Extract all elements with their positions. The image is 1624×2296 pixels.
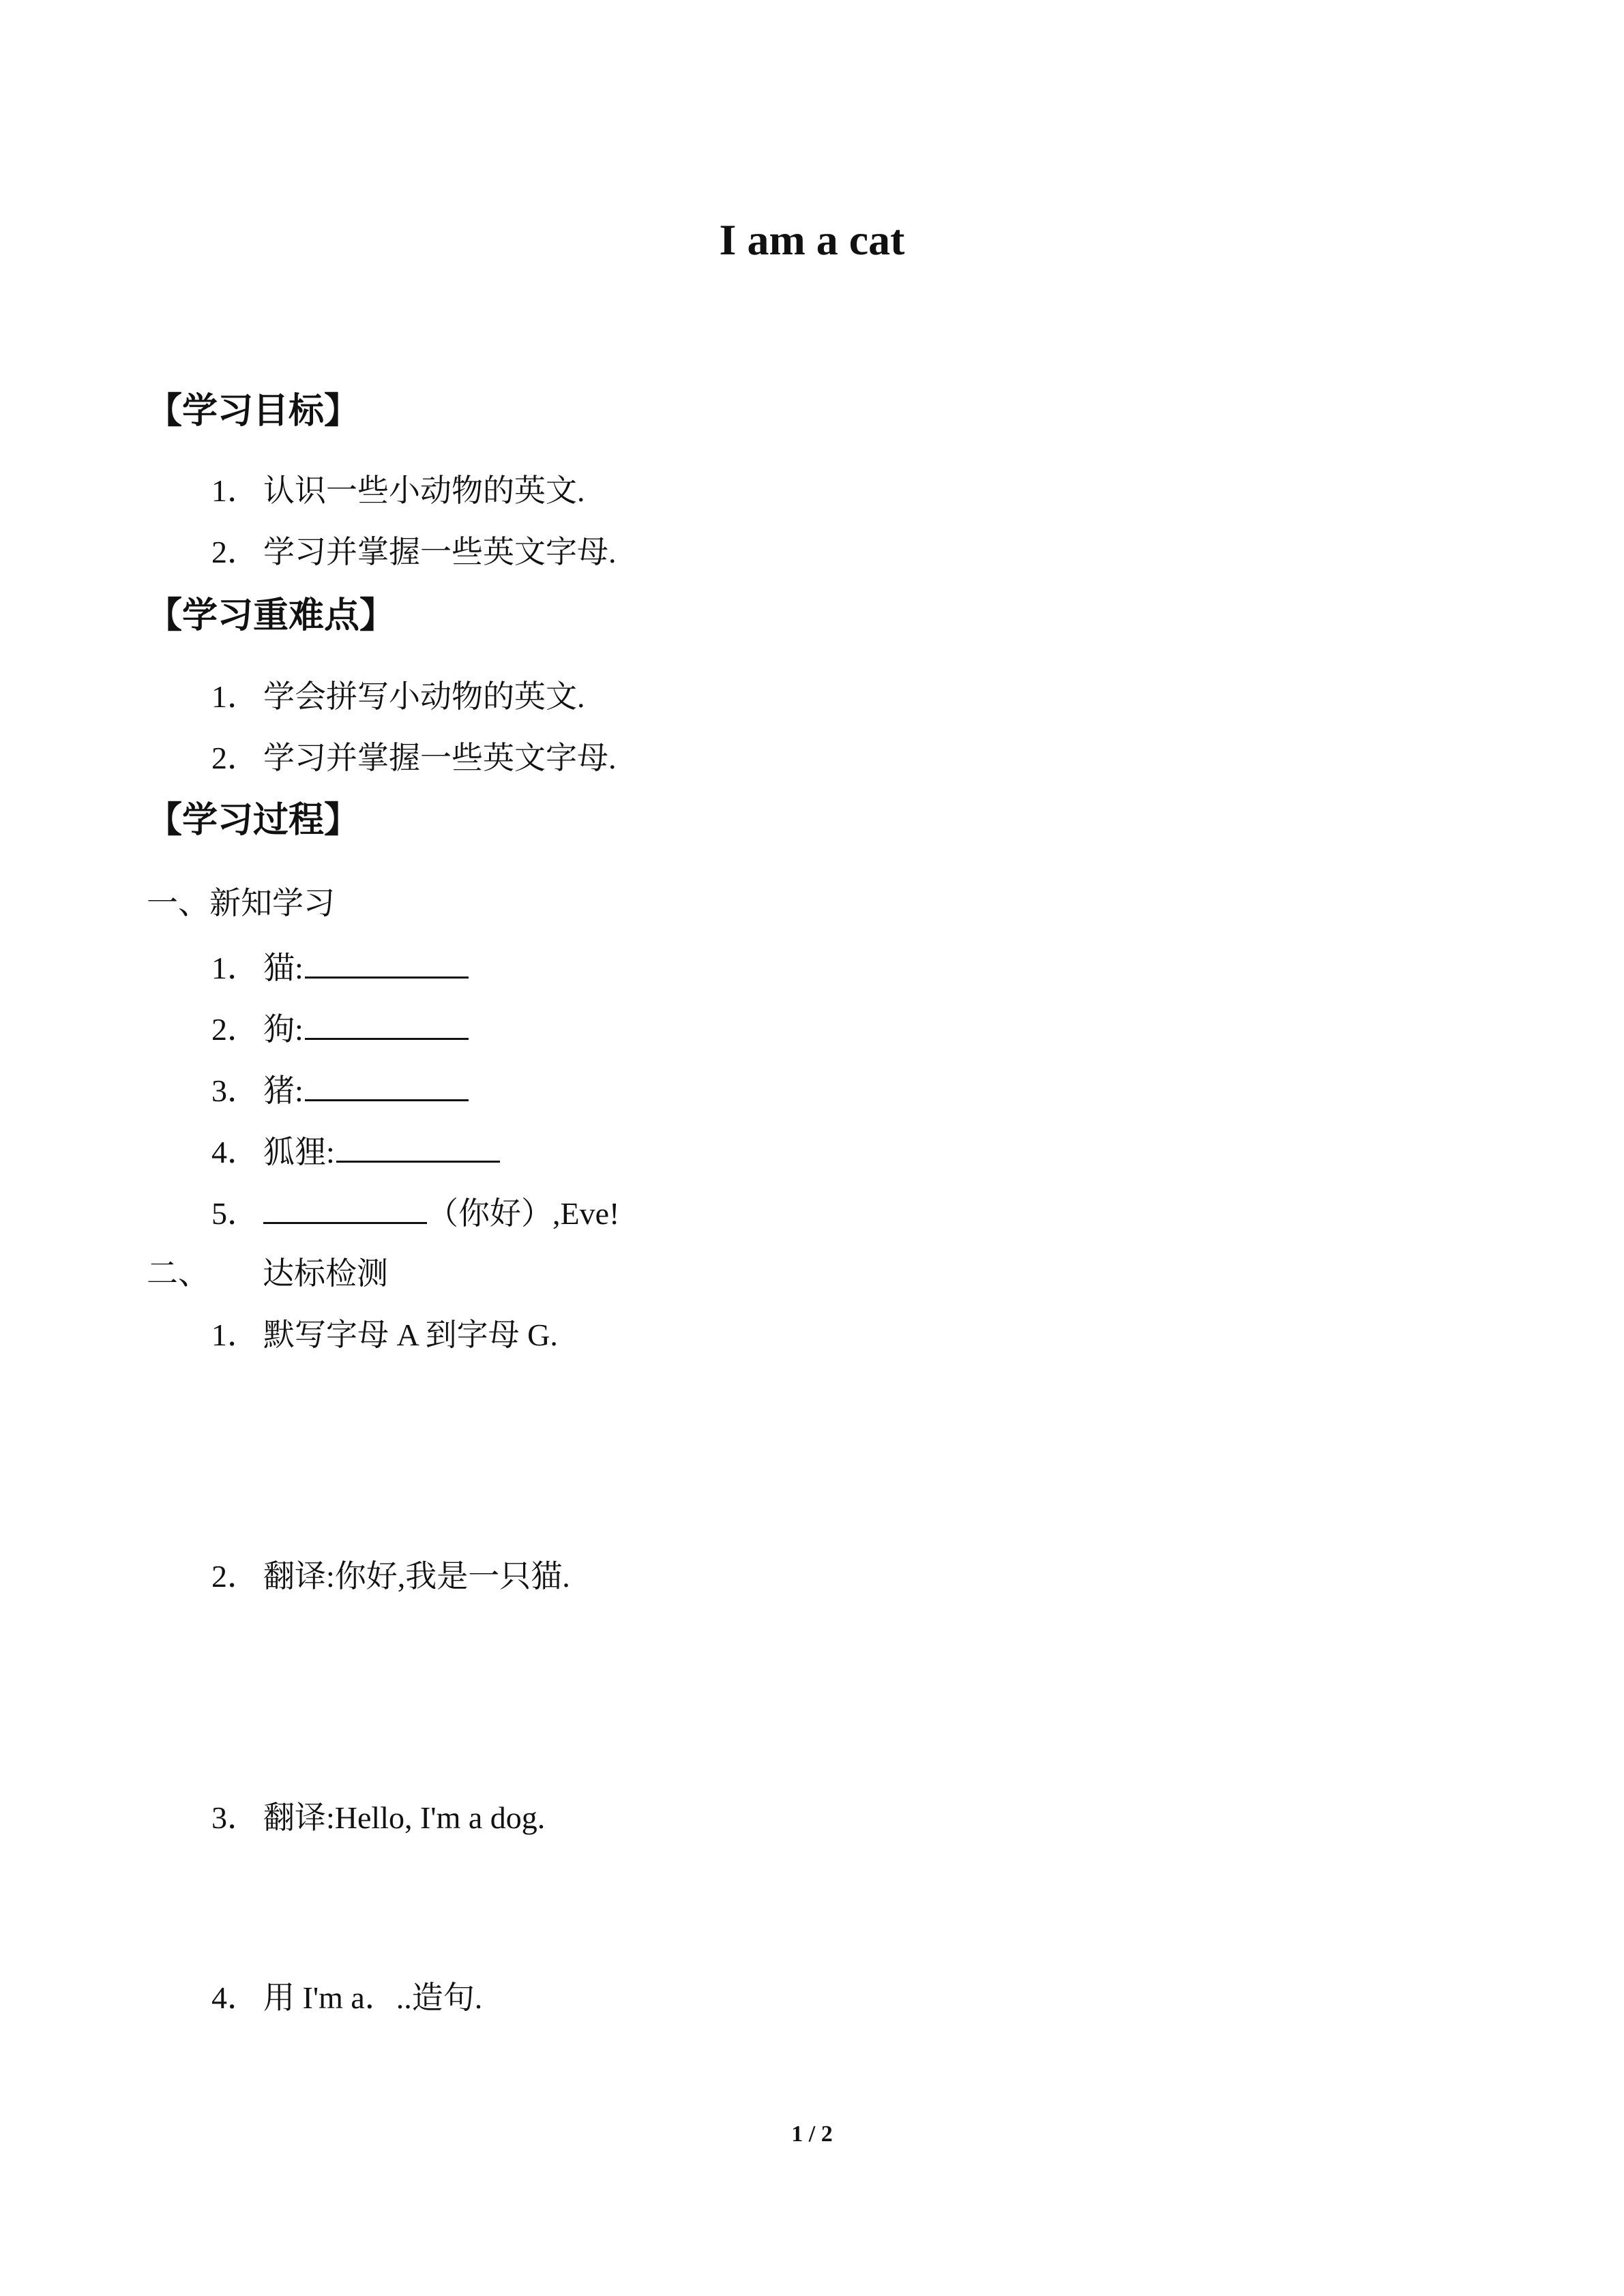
item-text: 学会拼写小动物的英文. (263, 679, 585, 714)
process-heading: 【学习过程】 (147, 800, 360, 841)
item-text: 学习并掌握一些英文字母. (263, 741, 617, 775)
vocab-item (211, 1009, 469, 1050)
item-text: 翻译:你好,我是一只猫. (263, 1559, 570, 1594)
objectives-heading: 【学习目标】 (147, 391, 360, 432)
key-points-heading: 【学习重难点】 (147, 595, 396, 636)
item-text: （你好）,Eve! (427, 1196, 620, 1231)
item-number: 1． (211, 473, 259, 508)
answer-blank[interactable] (336, 1133, 500, 1163)
item-number: 2． (211, 535, 259, 569)
item-number: 3． (211, 1800, 259, 1835)
objective-item (211, 471, 585, 511)
item-text: 认识一些小动物的英文. (263, 473, 585, 508)
vocab-item (211, 1193, 619, 1234)
exercise-item (211, 1978, 482, 2018)
key-point-item (211, 738, 617, 779)
key-point-item (211, 676, 585, 717)
item-text: 狗: (263, 1012, 304, 1047)
vocab-item (211, 948, 469, 989)
objective-item (211, 532, 617, 573)
exercise-item (211, 1315, 558, 1356)
part2-number: 二、 (147, 1256, 209, 1291)
document-title: I am a cat (719, 215, 905, 264)
item-number: 2． (211, 1012, 259, 1047)
vocab-item (211, 1132, 500, 1173)
item-number: 2． (211, 741, 259, 775)
item-number: 4． (211, 1135, 259, 1169)
item-text: 狐狸: (263, 1135, 335, 1169)
answer-blank[interactable] (305, 949, 469, 979)
item-text: 默写字母 A 到字母 G. (263, 1317, 558, 1352)
item-number: 2． (211, 1559, 259, 1594)
item-text: 猪: (263, 1073, 304, 1108)
exercise-item (211, 1556, 570, 1597)
item-number: 1． (211, 679, 259, 714)
part1-label: 一、新知学习 (147, 886, 335, 921)
part2-title: 达标检测 (263, 1256, 388, 1291)
item-number: 4． (211, 1980, 259, 2015)
item-number: 1． (211, 951, 259, 985)
item-text: 用 I'm a．..造句. (263, 1980, 483, 2015)
part2-label (147, 1253, 388, 1294)
vocab-item (211, 1071, 469, 1112)
answer-blank[interactable] (263, 1195, 427, 1224)
answer-blank[interactable] (305, 1011, 469, 1040)
item-number: 3． (211, 1073, 259, 1108)
page-number: 1 / 2 (791, 2121, 833, 2147)
item-number: 1． (211, 1317, 259, 1352)
answer-blank[interactable] (305, 1072, 469, 1101)
item-text: 猫: (263, 951, 304, 985)
exercise-item (211, 1798, 545, 1838)
item-text: 翻译:Hello, I'm a dog. (263, 1800, 546, 1835)
item-text: 学习并掌握一些英文字母. (263, 535, 617, 569)
item-number: 5． (211, 1196, 259, 1231)
